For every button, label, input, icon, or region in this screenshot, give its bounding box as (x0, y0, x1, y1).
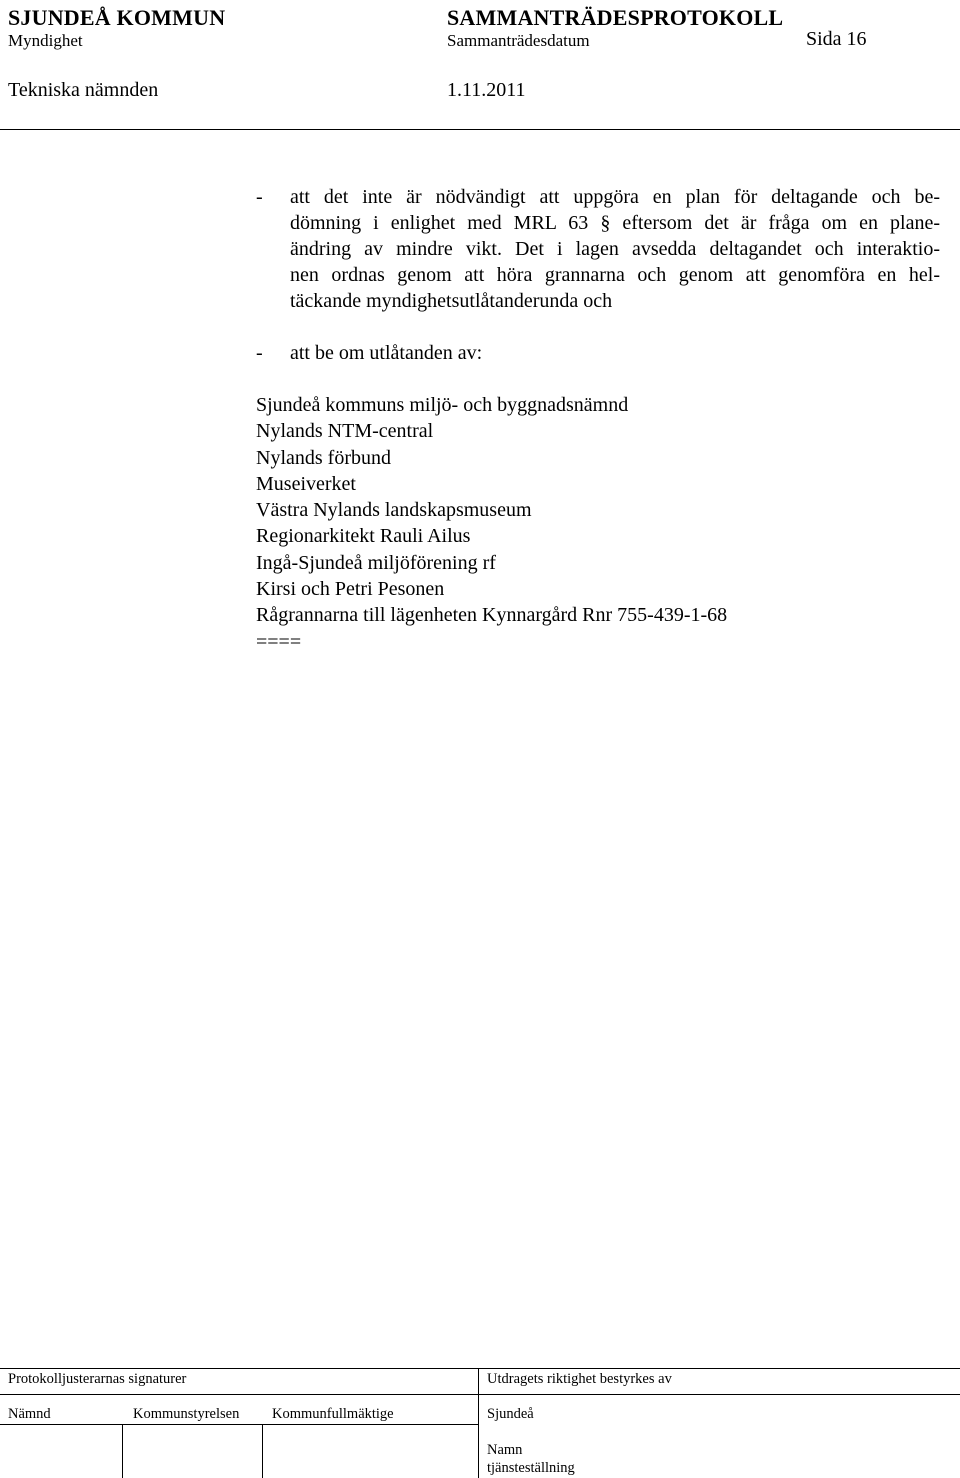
list-item: Sjundeå kommuns miljö- och byggnadsnämnd (256, 394, 629, 416)
list-item: Museiverket (256, 472, 356, 495)
col-namnd: Nämnd (8, 1406, 51, 1422)
list-item: Nylands NTM-central (256, 420, 434, 443)
paragraph-line: ändring av mindre vikt. Det i lagen avsedda deltagandet och interaktio- (290, 238, 940, 260)
col-sjundea: Sjundeå (487, 1406, 534, 1422)
paragraph-line: nen ordnas genom att höra grannarna och genom att genomföra en hel- (290, 264, 940, 286)
header-divider (0, 129, 960, 130)
col-kommunstyrelsen: Kommunstyrelsen (133, 1406, 240, 1422)
certified-label: Utdragets riktighet bestyrkes av (487, 1371, 672, 1387)
list-item: Regionarkitekt Rauli Ailus (256, 525, 471, 548)
footer-col-divider-1 (122, 1424, 123, 1478)
list-item: Ingå-Sjundeå miljöförening rf (256, 551, 496, 574)
meeting-date: 1.11.2011 (447, 79, 526, 101)
page-number: Sida 16 (806, 28, 867, 50)
list-item: Västra Nylands landskapsmuseum (256, 499, 532, 522)
meeting-date-label: Sammanträdesdatum (447, 31, 590, 50)
footer-mid-rule (0, 1394, 960, 1395)
list-item: Kirsi och Petri Pesonen (256, 578, 445, 601)
name-label: Namn (487, 1442, 523, 1458)
item1-paragraph (290, 184, 940, 314)
authority-label: Myndighet (8, 31, 83, 50)
item2-dash: - (256, 342, 263, 364)
paragraph-line: dömning i enlighet med MRL 63 § eftersom det är fråga om en plane- (290, 212, 940, 234)
paragraph-line: täckande myndighetsutlåtanderunda och (290, 290, 613, 312)
footer-top-rule (0, 1368, 960, 1369)
position-label: tjänsteställning (487, 1460, 575, 1476)
footer-col-divider-2 (262, 1424, 263, 1478)
document-type: SAMMANTRÄDESPROTOKOLL (447, 5, 784, 30)
recipient-list (256, 392, 727, 655)
item1-dash: - (256, 186, 263, 208)
footer-center-divider (478, 1368, 479, 1478)
paragraph-line: att det inte är nödvändigt att uppgöra en plan för deltagande och be- (290, 186, 940, 208)
list-item: Nylands förbund (256, 446, 391, 469)
item2-text: att be om utlåtanden av: (290, 342, 483, 364)
authority-name: Tekniska nämnden (8, 79, 159, 101)
signatures-label: Protokolljusterarnas signaturer (8, 1371, 187, 1387)
list-item: Rågrannarna till lägenheten Kynnargård Rnr 755-439-1-68 (256, 604, 728, 627)
list-item: ==== (256, 630, 302, 653)
footer-columns-rule (0, 1424, 478, 1425)
col-kommunfullmaktige: Kommunfullmäktige (272, 1406, 394, 1422)
organization-name: SJUNDEÅ KOMMUN (8, 5, 226, 30)
